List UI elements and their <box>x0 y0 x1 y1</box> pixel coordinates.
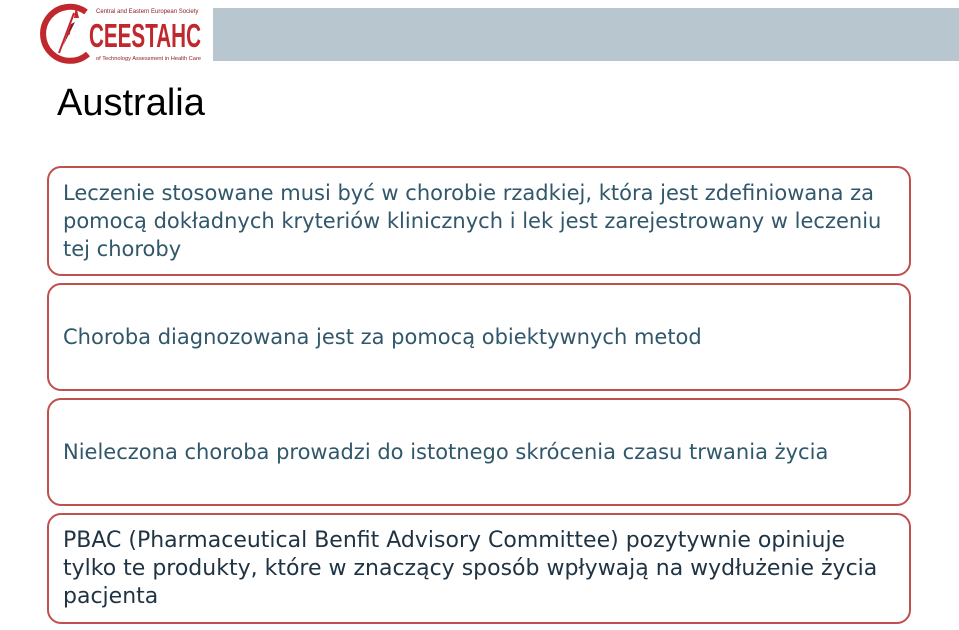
criteria-box <box>47 166 911 276</box>
criteria-box <box>47 513 911 624</box>
slide-title: Australia <box>57 82 205 124</box>
logo-tagline-top: Central and Eastern European Society <box>96 9 199 15</box>
criteria-text: PBAC (Pharmaceutical Benfit Advisory Committee) pozytywnie opiniuje tylko te produkty, które w znaczący sposób wpływają na wydłużenie życia pacjenta <box>63 527 878 609</box>
criteria-text: Nieleczona choroba prowadzi do istotnego skrócenia czasu trwania życia <box>63 440 829 464</box>
criteria-box <box>47 283 911 391</box>
criteria-box <box>47 398 911 506</box>
logo-wordmark: CEESTAHC <box>89 17 201 54</box>
logo-tagline-bottom: of Technology Assessment in Health Care <box>96 56 201 62</box>
criteria-text: Choroba diagnozowana jest za pomocą obiektywnych metod <box>63 325 702 349</box>
criteria-text: Leczenie stosowane musi być w chorobie rzadkiej, która jest zdefiniowana za pomocą dokładnych kryteriów klinicznych i lek jest zarejestrowany w leczeniu tej choroby <box>63 181 882 261</box>
